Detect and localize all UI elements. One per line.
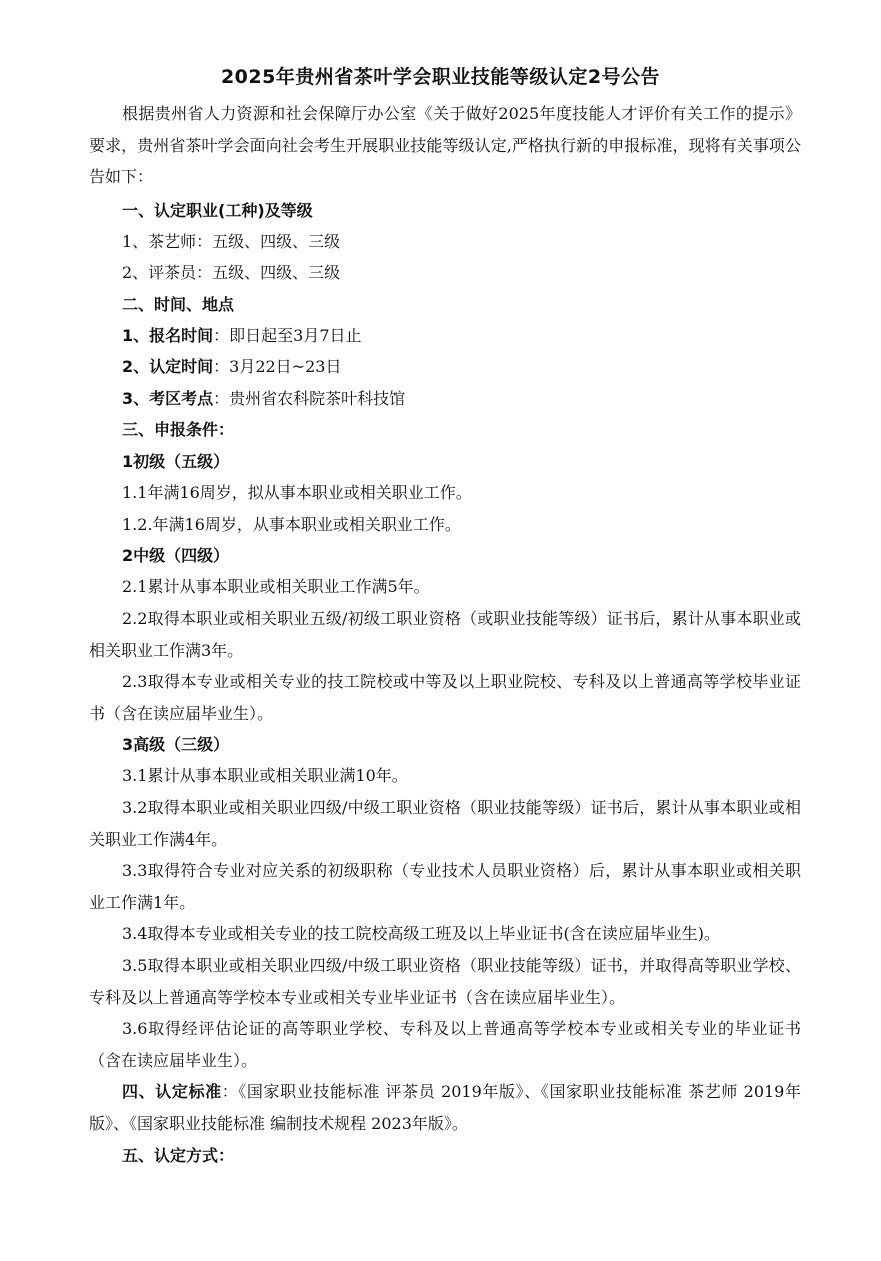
page-title: 2025年贵州省茶叶学会职业技能等级认定2号公告 [220, 66, 661, 88]
section-5-heading: 五、认定方式： [122, 1146, 235, 1165]
condition-item: 3.4取得本专业或相关专业的技工院校高级工班及以上毕业证书(含在读应届毕业生)。 [122, 924, 720, 943]
section-1-heading: 一、认定职业(工种)及等级 [122, 201, 313, 220]
section-4-value: ：《国家职业技能标准 评茶员 2019年版》、《国家职业技能标准 茶艺师 2019年版》、《国家职业技能标准 编制技术规程 2023年版》。 [89, 1082, 801, 1133]
condition-item: 1.1年满16周岁，拟从事本职业或相关职业工作。 [122, 483, 472, 502]
section-3-heading: 三、申报条件： [122, 420, 235, 439]
section-1-item: 1、茶艺师：五级、四级、三级 [122, 232, 341, 251]
section-2-item [122, 320, 362, 351]
section-4-paragraph [89, 1076, 801, 1139]
level-3-heading: 3高级（三级） [122, 735, 230, 754]
item-label: 2、认定时间 [122, 357, 214, 376]
item-value: ：即日起至3月7日止 [213, 326, 362, 345]
condition-item: 2.1累计从事本职业或相关职业工作满5年。 [122, 577, 430, 596]
item-value: ：3月22日~23日 [213, 357, 342, 376]
section-2-heading: 二、时间、地点 [122, 295, 235, 314]
condition-item: 3.1累计从事本职业或相关职业满10年。 [122, 766, 408, 785]
section-2-item [122, 351, 341, 382]
condition-item: 3.6取得经评估论证的高等职业学校、专科及以上普通高等学校本专业或相关专业的毕业证书（含在读应届毕业生）。 [89, 1019, 801, 1070]
condition-item: 2.2取得本职业或相关职业五级/初级工职业资格（或职业技能等级）证书后，累计从事本职业或相关职业工作满3年。 [89, 609, 801, 660]
level-2-heading: 2中级（四级） [122, 546, 230, 565]
condition-item: 2.3取得本专业或相关专业的技工院校或中等及以上职业院校、专科及以上普通高等学校毕业证书（含在读应届毕业生）。 [89, 672, 801, 723]
condition-item: 3.3取得符合专业对应关系的初级职称（专业技术人员职业资格）后，累计从事本职业或相关职业工作满1年。 [89, 861, 801, 912]
section-1-item: 2、评茶员：五级、四级、三级 [122, 263, 341, 282]
level-1-heading: 1初级（五级） [122, 452, 230, 471]
section-2-item [122, 383, 405, 414]
item-label: 1、报名时间 [122, 326, 214, 345]
condition-item: 3.2取得本职业或相关职业四级/中级工职业资格（职业技能等级）证书后，累计从事本职业或相关职业工作满4年。 [89, 798, 801, 849]
condition-item: 3.5取得本职业或相关职业四级/中级工职业资格（职业技能等级）证书，并取得高等职业学校、专科及以上普通高等学校本专业或相关专业毕业证书（含在读应届毕业生）。 [89, 956, 801, 1007]
intro-paragraph: 根据贵州省人力资源和社会保障厅办公室《关于做好2025年度技能人才评价有关工作的提示》要求，贵州省茶叶学会面向社会考生开展职业技能等级认定,严格执行新的申报标准，现将有关事项公告如下： [89, 104, 801, 186]
item-label: 3、考区考点 [122, 389, 214, 408]
condition-item: 1.2.年满16周岁，从事本职业或相关职业工作。 [122, 515, 461, 534]
section-4-label: 四、认定标准 [122, 1082, 222, 1101]
item-value: ：贵州省农科院茶叶科技馆 [213, 389, 406, 408]
